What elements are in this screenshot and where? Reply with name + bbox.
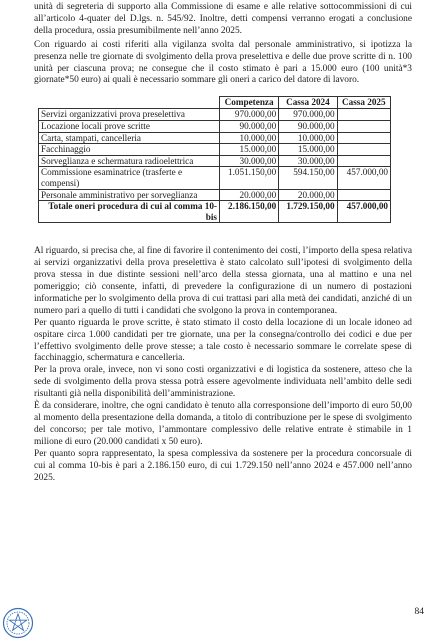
row-cassa-2025 — [337, 132, 390, 144]
paragraph-preselection: Al riguardo, si precisa che, al fine di favorire il contenimento dei costi, l’importo della spesa relativa ai servizi organizzativi della prova preselettiva è stato calcolato sull’ipotesi di svolgimento della prova stessa in due distinte sessioni nell’arco della stessa giornata, una al mattino e una nel pomeriggio; ciò consente, infatti, di prevedere la configurazione di un numero di postazioni informatiche per lo svolgimento della prova di cui trattasi pari alla metà dei candidati, anziché di un numero pari a quello di tutti i candidati che svolgono la prova in contemporanea. — [34, 246, 412, 316]
row-competenza: 10.000,00 — [220, 132, 279, 144]
page-number: 84 — [414, 607, 424, 617]
row-cassa-2025 — [337, 189, 390, 201]
header-cassa-2024: Cassa 2024 — [279, 97, 337, 109]
row-cassa-2025 — [337, 155, 390, 167]
row-competenza: 1.051.150,00 — [220, 167, 279, 189]
header-blank — [39, 97, 220, 109]
row-label: Locazione locali prove scritte — [39, 120, 220, 132]
row-competenza: 15.000,00 — [220, 144, 279, 156]
table-total-row — [39, 201, 391, 223]
table-row — [39, 155, 391, 167]
total-cassa-2024: 1.729.150,00 — [279, 201, 337, 223]
row-cassa-2025: 457.000,00 — [337, 167, 390, 189]
row-label: Commissione esaminatrice (trasferte e compensi) — [39, 167, 220, 189]
paragraph-secretariat: unità di segreteria di supporto alla Commissione di esame e alle relative sottocommissioni di cui all’articolo 4-quater del D.lgs. n. 545/92. Inoltre, detti compensi verranno erogati a conclusione della procedura, ossia presumibilmente nell’anno 2025. — [34, 2, 412, 36]
total-cassa-2025: 457.000,00 — [337, 201, 390, 223]
table-row — [39, 144, 391, 156]
row-competenza: 30.000,00 — [220, 155, 279, 167]
row-cassa-2024: 20.000,00 — [279, 189, 337, 201]
table-row — [39, 109, 391, 121]
table-row — [39, 189, 391, 201]
row-label: Sorveglianza e schermatura radioelettrica — [39, 155, 220, 167]
cost-table-header — [39, 97, 391, 109]
row-cassa-2025 — [337, 120, 390, 132]
row-label: Personale amministrativo per sorveglianza — [39, 189, 220, 201]
row-cassa-2024: 10.000,00 — [279, 132, 337, 144]
paragraph-written-tests: Per quanto riguarda le prove scritte, è stato stimato il costo della locazione di un locale idoneo ad ospitare circa 1.000 candidati per tre giornate, una per la consegna/controllo dei codici e due per l’effettivo svolgimento delle prove stesse; a tale costo è necessario sommare le correlate spese di facchinaggio, schermatura e cancelleria. — [34, 317, 412, 364]
row-label: Servizi organizzativi prova preselettiva — [39, 109, 220, 121]
row-cassa-2025 — [337, 144, 390, 156]
row-label: Facchinaggio — [39, 144, 220, 156]
row-competenza: 20.000,00 — [220, 189, 279, 201]
row-cassa-2024: 970.000,00 — [279, 109, 337, 121]
table-row — [39, 167, 391, 189]
header-cassa-2025: Cassa 2025 — [337, 97, 390, 109]
row-label: Carta, stampati, cancelleria — [39, 132, 220, 144]
paragraph-vigilance: Con riguardo ai costi riferiti alla vigilanza svolta dal personale amministrativo, si ipotizza la presenza nelle tre giornate di svolgimento della prova preselettiva e delle due prove scritte di n. 100 unità per ciascuna prova; ne consegue che il costo stimato è pari a 15.000 euro (100 unità*3 giornate*50 euro) ai quali è necessario sommare gli oneri a carico del datore di lavoro. — [34, 39, 412, 86]
row-competenza: 90.000,00 — [220, 120, 279, 132]
republic-emblem-icon — [2, 607, 34, 639]
document-page — [34, 2, 412, 484]
total-competenza: 2.186.150,00 — [220, 201, 279, 223]
table-row — [39, 120, 391, 132]
row-cassa-2025 — [337, 109, 390, 121]
row-cassa-2024: 90.000,00 — [279, 120, 337, 132]
row-cassa-2024: 594.150,00 — [279, 167, 337, 189]
paragraph-total-expense: Per quanto sopra rappresentato, la spesa complessiva da sostenere per la procedura concorsuale di cui al comma 10-bis è pari a 2.186.150 euro, di cui 1.729.150 nell’anno 2024 e 457.000 nell’anno 2025. — [34, 448, 412, 483]
total-label: Totale oneri procedura di cui al comma 10-bis — [39, 201, 220, 223]
row-competenza: 970.000,00 — [220, 109, 279, 121]
header-competenza: Competenza — [220, 97, 279, 109]
row-cassa-2024: 30.000,00 — [279, 155, 337, 167]
row-cassa-2024: 15.000,00 — [279, 144, 337, 156]
table-row — [39, 132, 391, 144]
paragraph-fee: È da considerare, inoltre, che ogni candidato è tenuto alla corresponsione dell’importo di euro 50,00 al momento della presentazione della domanda, a titolo di contribuzione per le spese di svolgimento del concorso; per tale motivo, l’ammontare complessivo delle relative entrate è stimabile in 1 milione di euro (20.000 candidati x 50 euro). — [34, 401, 412, 447]
paragraph-oral-test: Per la prova orale, invece, non vi sono costi organizzativi e di logistica da sostenere, atteso che la sede di svolgimento della prova stessa potrà essere agevolmente individuata nell’ambito delle sedi risultanti già nella disponibilità dell’amministrazione. — [34, 365, 412, 400]
cost-table — [38, 96, 391, 223]
